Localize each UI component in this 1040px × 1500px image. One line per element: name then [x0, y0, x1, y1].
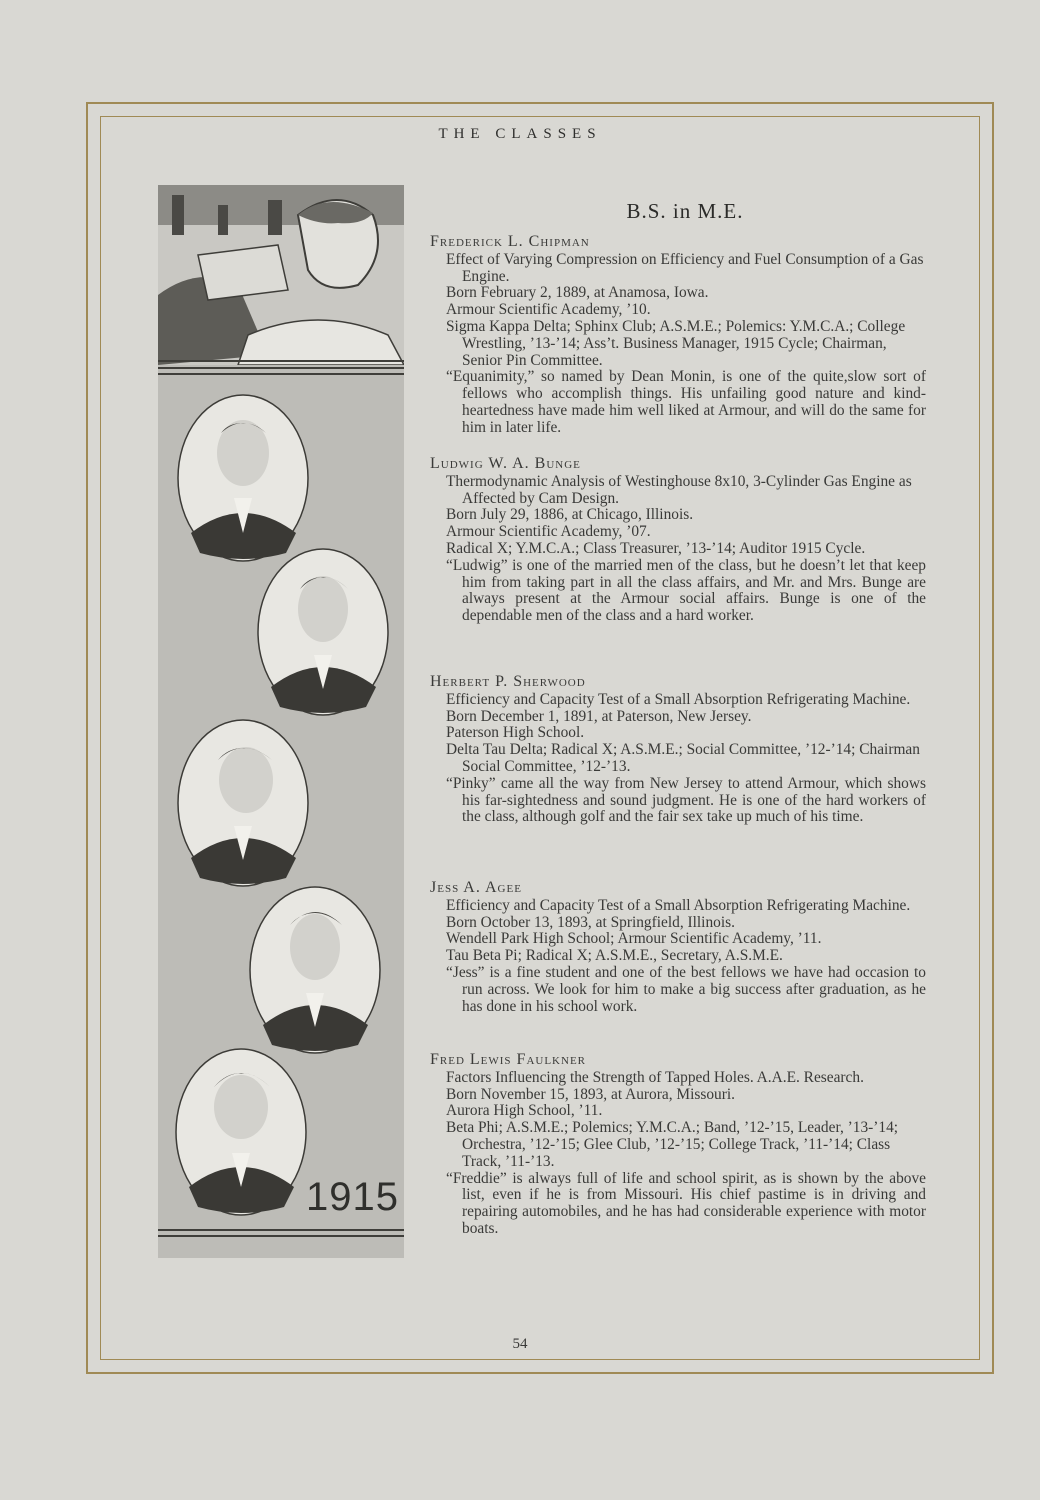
entry-name: Jess A. Agee — [430, 879, 522, 896]
page-number: 54 — [512, 1336, 528, 1352]
portrait-agee — [248, 885, 382, 1055]
section-title: B.S. in M.E. — [626, 199, 744, 223]
entry-thesis: Factors Influencing the Strength of Tapped Holes. A.A.E. Research. — [446, 1068, 864, 1086]
entry-school: Wendell Park High School; Armour Scientific Academy, ’11. — [446, 930, 822, 948]
entry-activities: Delta Tau Delta; Radical X; A.S.M.E.; Social Committee, ’12-’14; Chairman Social Committee, ’12-’13. — [446, 741, 920, 775]
entry-quote: “Ludwig” is one of the married men of the class, but he doesn’t let that keep him from taking part in all the class affairs, and Mr. and Mrs. Bunge are always present at the Armour social affairs. Bunge is one of the dependable men of the class and a hard worker. — [446, 556, 926, 625]
entry-activities: Tau Beta Pi; Radical X; A.S.M.E., Secretary, A.S.M.E. — [446, 947, 783, 965]
sidebar-rule-bottom-2 — [158, 1235, 404, 1237]
entry-birth: Born December 1, 1891, at Paterson, New Jersey. — [446, 707, 752, 725]
entry-birth: Born February 2, 1889, at Anamosa, Iowa. — [446, 284, 709, 302]
running-head: THE CLASSES — [438, 126, 602, 142]
portrait-chipman — [176, 393, 310, 563]
portrait-sherwood — [176, 718, 310, 888]
entry-name: Herbert P. Sherwood — [430, 673, 586, 690]
entry-birth: Born October 13, 1893, at Springfield, Illinois. — [446, 913, 735, 931]
entry-name: Fred Lewis Faulkner — [430, 1051, 587, 1068]
entry-activities: Sigma Kappa Delta; Sphinx Club; A.S.M.E.; Polemics: Y.M.C.A.; College Wrestling, ’13-’14; Ass’t. Business Manager, 1915 Cycle; Chairman, Senior Pin Committee. — [446, 317, 906, 369]
entry-sherwood — [430, 674, 926, 826]
entry-school: Armour Scientific Academy, ’07. — [446, 523, 651, 541]
sidebar-rule-bottom — [158, 1229, 404, 1231]
entry-quote: “Pinky” came all the way from New Jersey to attend Armour, which shows his far-sightedness and sound judgment. He is one of the hard workers of the class, although golf and the fair sex take up much of his time. — [446, 774, 926, 826]
entry-school: Aurora High School, ’11. — [446, 1102, 603, 1120]
entry-school: Paterson High School. — [446, 724, 585, 742]
entry-thesis: Efficiency and Capacity Test of a Small Absorption Refrigerating Machine. — [446, 690, 911, 708]
entry-birth: Born November 15, 1893, at Aurora, Missouri. — [446, 1085, 735, 1103]
portrait-column — [158, 185, 404, 1258]
sidebar-rule-top — [158, 367, 404, 369]
entry-school: Armour Scientific Academy, ’10. — [446, 301, 651, 319]
entry-thesis: Effect of Varying Compression on Efficiency and Fuel Consumption of a Gas Engine. — [446, 250, 924, 285]
portrait-bunge — [256, 547, 390, 717]
entry-thesis: Thermodynamic Analysis of Westinghouse 8x10, 3-Cylinder Gas Engine as Affected by Cam Design. — [446, 472, 912, 507]
header-illustration — [158, 185, 404, 365]
class-year-label: 1915 — [306, 1175, 399, 1219]
entry-chipman — [430, 234, 926, 437]
entry-birth: Born July 29, 1886, at Chicago, Illinois. — [446, 506, 694, 524]
entry-thesis: Efficiency and Capacity Test of a Small Absorption Refrigerating Machine. — [446, 896, 911, 914]
entry-name: Frederick L. Chipman — [430, 233, 590, 250]
entry-quote: “Equanimity,” so named by Dean Monin, is one of the quite,slow sort of fellows who accomplish things. His unfailing good nature and kind-heartedness have made him well liked at Armour, and will do the same for him in later life. — [446, 368, 926, 436]
entry-agee — [430, 880, 926, 1015]
entry-activities: Beta Phi; A.S.M.E.; Polemics; Y.M.C.A.; Band, ’12-’15, Leader, ’13-’14; Orchestra, ’12-’15; Glee Club, ’12-’15; College Track, ’11-’14; Class Track, ’11-’13. — [446, 1119, 899, 1170]
sidebar-rule-top-2 — [158, 373, 404, 375]
entry-name: Ludwig W. A. Bunge — [430, 455, 581, 472]
entry-quote: “Jess” is a fine student and one of the best fellows we have had occasion to run across. We look for him to make a big success after graduation, as he has done in his school work. — [446, 963, 926, 1015]
portrait-faulkner — [174, 1047, 308, 1217]
entry-quote: “Freddie” is always full of life and school spirit, as is shown by the above list, even if he is from Missouri. His chief pastime is in driving and repairing automobiles, and he has had considerable experience with motor boats. — [446, 1169, 926, 1237]
entry-bunge — [430, 456, 926, 625]
entry-faulkner — [430, 1052, 926, 1238]
entry-activities: Radical X; Y.M.C.A.; Class Treasurer, ’13-’14; Auditor 1915 Cycle. — [446, 539, 866, 557]
